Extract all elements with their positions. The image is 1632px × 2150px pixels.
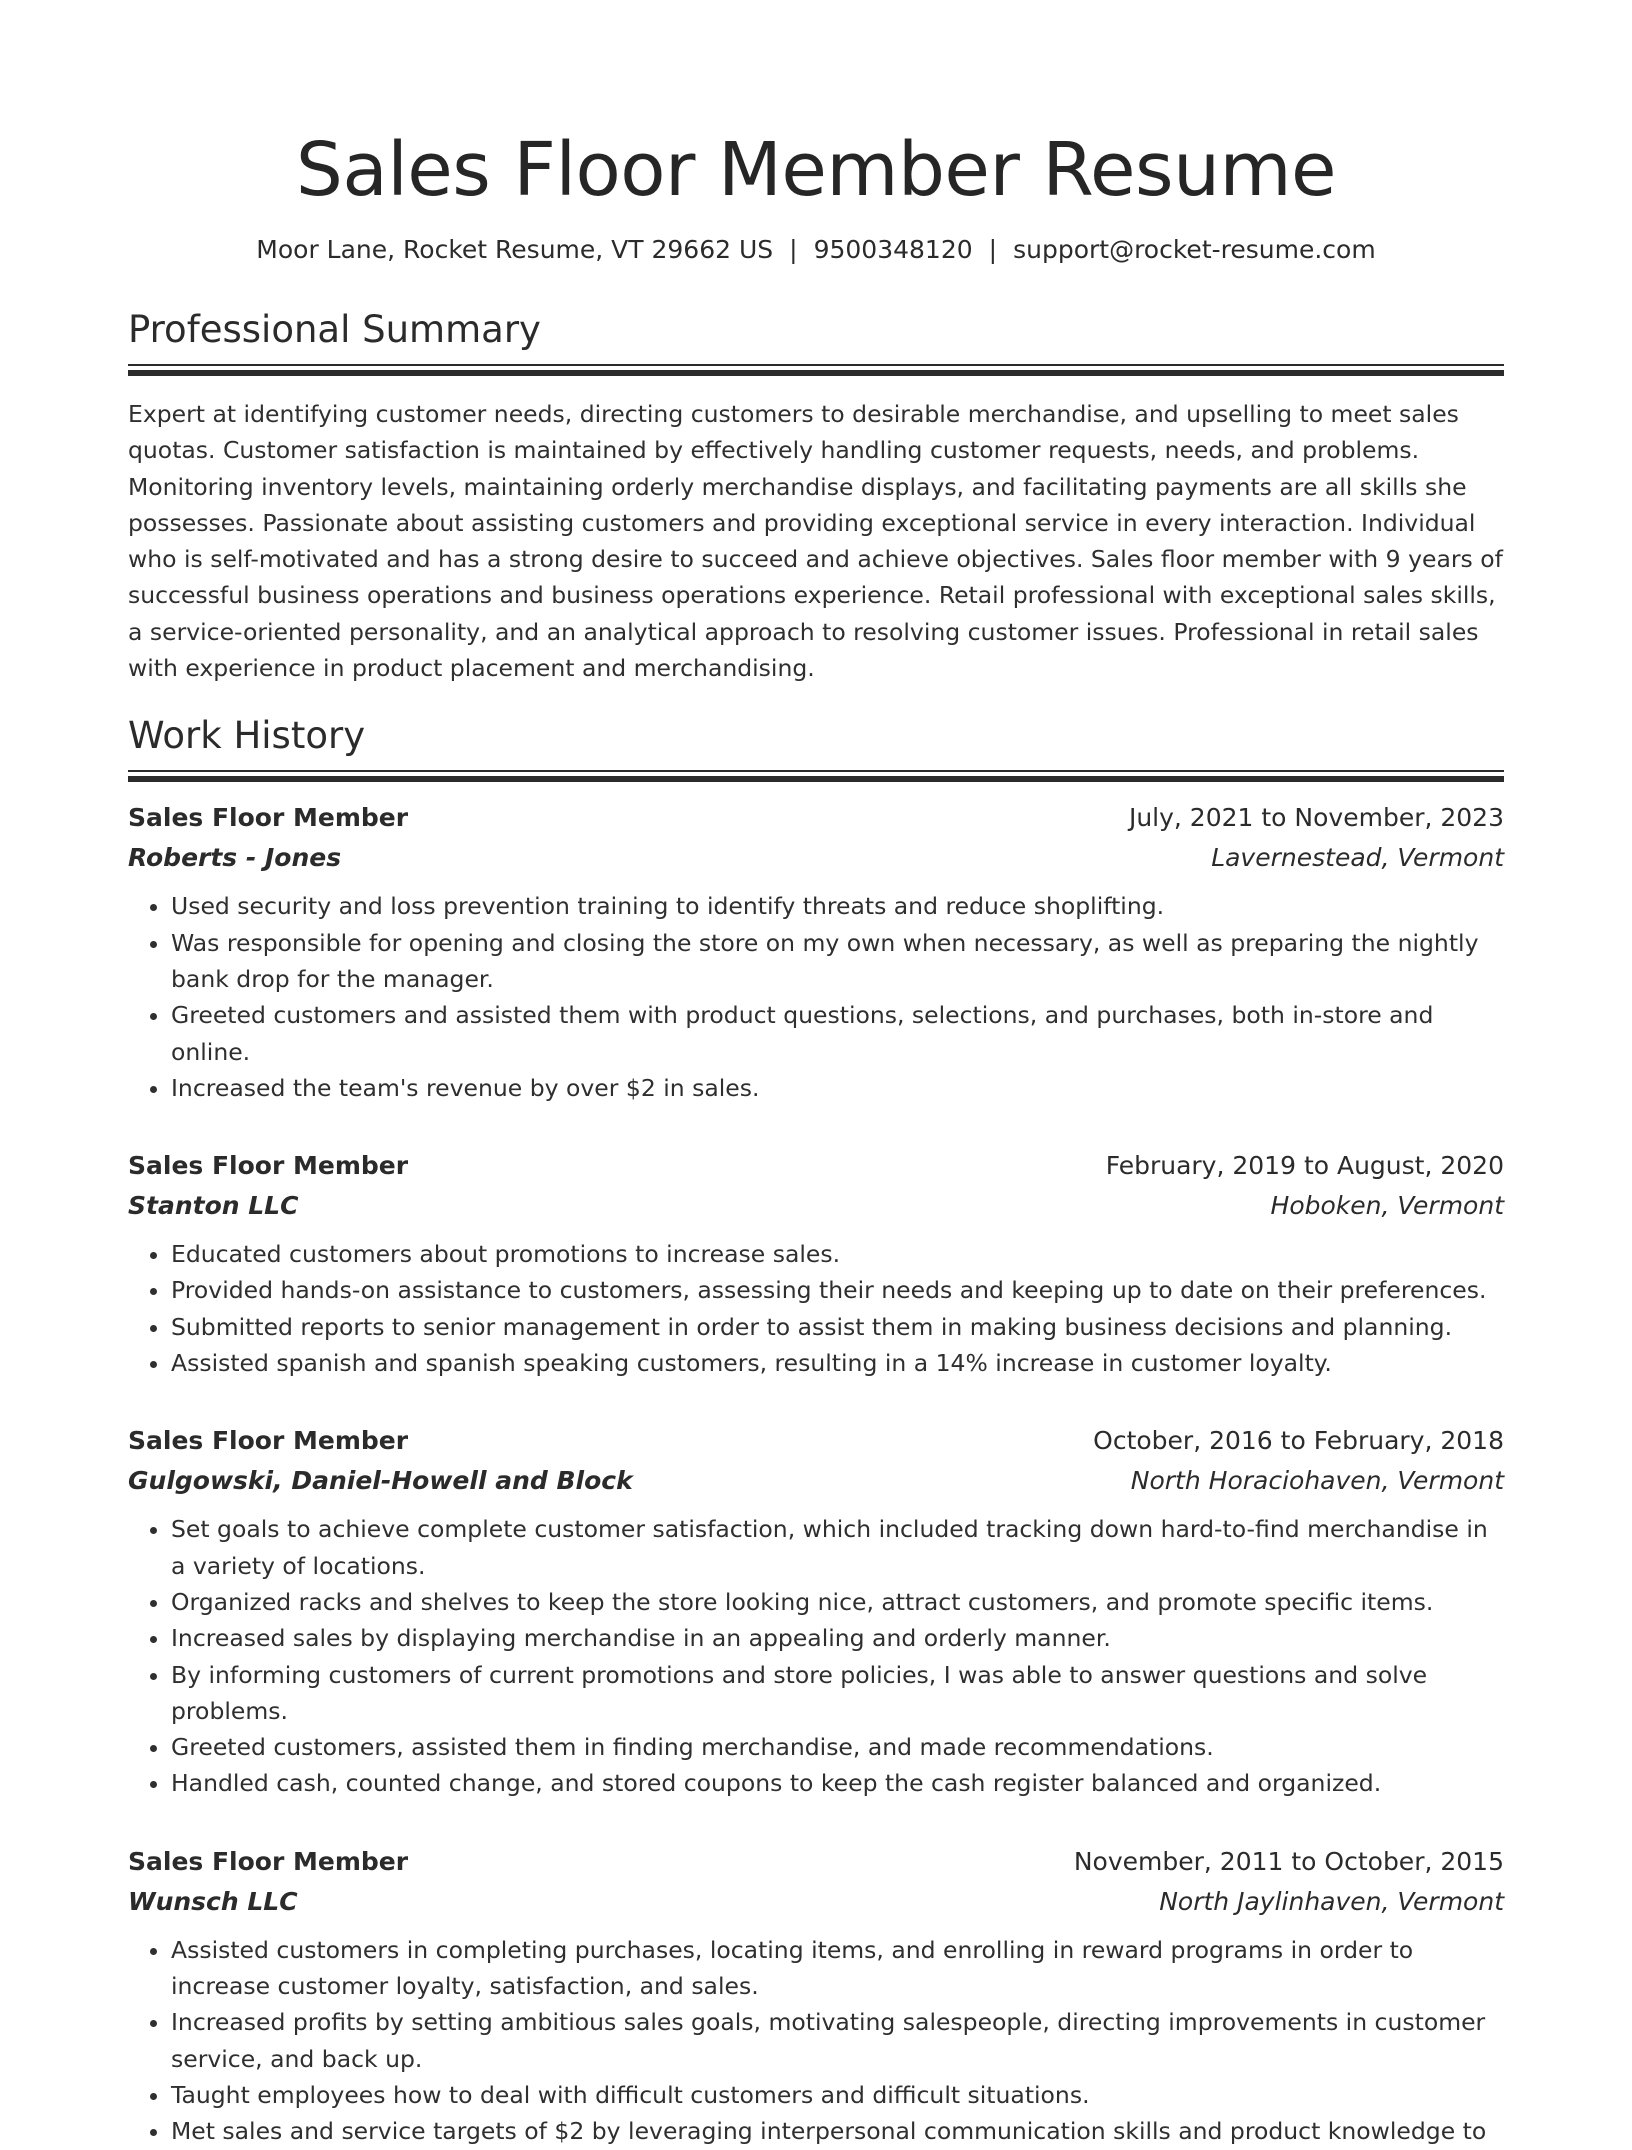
job-bullet: • Increased sales by displaying merchandise in an appealing and orderly manner. [171, 1620, 1504, 1656]
job-bullets [128, 1511, 1504, 1801]
work-history-heading: Work History [128, 714, 366, 758]
job-bullet: • Provided hands-on assistance to customers, assessing their needs and keeping up to date on their preferences. [171, 1272, 1504, 1308]
job-title: Sales Floor Member [128, 803, 409, 833]
job-location: North Jaylinhaven, Vermont [1159, 1886, 1504, 1916]
job-entry [128, 1842, 1504, 2150]
job-dates: October, 2016 to February, 2018 [1093, 1426, 1504, 1456]
job-bullet: • Increased profits by setting ambitious sales goals, motivating salespeople, directing improvements in customer service, and back up. [171, 2004, 1504, 2077]
resume-page [128, 0, 1504, 2150]
contact-separator: | [988, 235, 998, 264]
job-entry [128, 1146, 1504, 1381]
job-bullet: • Greeted customers, assisted them in finding merchandise, and made recommendations. [171, 1729, 1504, 1765]
job-location: Lavernestead, Vermont [1211, 843, 1504, 873]
job-bullet: • Submitted reports to senior management in order to assist them in making business decisions and planning. [171, 1309, 1504, 1345]
summary-section [128, 304, 1504, 686]
contact-address: Moor Lane, Rocket Resume, VT 29662 US [256, 235, 774, 264]
section-divider [128, 364, 1504, 376]
job-bullet: • Was responsible for opening and closing the store on my own when necessary, as well as preparing the nightly bank drop for the manager. [171, 925, 1504, 998]
job-bullets [128, 1236, 1504, 1381]
job-entry [128, 798, 1504, 1106]
job-dates: February, 2019 to August, 2020 [1105, 1151, 1504, 1181]
job-title: Sales Floor Member [128, 1151, 409, 1181]
contact-email: support@rocket-resume.com [1013, 235, 1376, 264]
resume-title: Sales Floor Member Resume [295, 127, 1337, 213]
job-company: Gulgowski, Daniel-Howell and Block [128, 1466, 633, 1496]
job-bullet: • Educated customers about promotions to increase sales. [171, 1236, 1504, 1272]
job-bullet: • Used security and loss prevention training to identify threats and reduce shoplifting. [171, 888, 1504, 924]
job-bullet: • Organized racks and shelves to keep the store looking nice, attract customers, and promote specific items. [171, 1584, 1504, 1620]
work-history-section [128, 710, 1504, 2149]
contact-separator: | [789, 235, 798, 264]
job-bullet: • Met sales and service targets of $2 by leveraging interpersonal communication skills and product knowledge to [171, 2113, 1504, 2149]
job-dates: July, 2021 to November, 2023 [1128, 803, 1504, 833]
summary-text: Expert at identifying customer needs, directing customers to desirable merchandise, and upselling to meet sales quotas. Customer satisfaction is maintained by effectively handling customer requests, needs, and problems. Monitoring inventory levels, maintaining orderly merchandise displays, and facilitating payments are all skills she possesses. Passionate about assisting customers and providing exceptional service in every interaction. Individual who is self-motivated and has a strong desire to succeed and achieve objectives. Sales floor member with 9 years of successful business operations and business operations experience. Retail professional with exceptional sales skills, a service-oriented personality, and an analytical approach to resolving customer issues. Professional in retail sales with experience in product placement and merchandising. [128, 400, 1503, 683]
job-bullets [128, 1932, 1504, 2150]
summary-heading: Professional Summary [128, 308, 541, 351]
job-location: Hoboken, Vermont [1270, 1191, 1504, 1221]
job-bullet: • Taught employees how to deal with difficult customers and difficult situations. [171, 2077, 1504, 2113]
job-company: Wunsch LLC [128, 1886, 298, 1916]
job-location: North Horaciohaven, Vermont [1130, 1466, 1504, 1496]
job-bullet: • Greeted customers and assisted them with product questions, selections, and purchases, both in-store and online. [171, 997, 1504, 1070]
job-bullet: • Handled cash, counted change, and stored coupons to keep the cash register balanced and organized. [171, 1765, 1504, 1801]
job-bullets [128, 888, 1504, 1106]
job-bullet: • By informing customers of current promotions and store policies, I was able to answer questions and solve problems. [171, 1657, 1504, 1730]
job-bullet: • Assisted spanish and spanish speaking customers, resulting in a 14% increase in customer loyalty. [171, 1345, 1504, 1381]
job-entry [128, 1421, 1504, 1801]
contact-line [128, 232, 1504, 268]
job-title: Sales Floor Member [128, 1846, 409, 1876]
contact-phone: 9500348120 [813, 235, 973, 264]
job-bullet: • Set goals to achieve complete customer satisfaction, which included tracking down hard-to-find merchandise in a variety of locations. [171, 1511, 1504, 1584]
section-divider [128, 770, 1504, 782]
job-dates: November, 2011 to October, 2015 [1073, 1846, 1504, 1876]
job-company: Stanton LLC [128, 1191, 299, 1221]
job-title: Sales Floor Member [128, 1426, 409, 1456]
job-bullet: • Assisted customers in completing purchases, locating items, and enrolling in reward programs in order to increase customer loyalty, satisfaction, and sales. [171, 1932, 1504, 2005]
job-bullet: • Increased the team's revenue by over $2 in sales. [171, 1070, 1504, 1106]
job-company: Roberts - Jones [128, 843, 342, 873]
